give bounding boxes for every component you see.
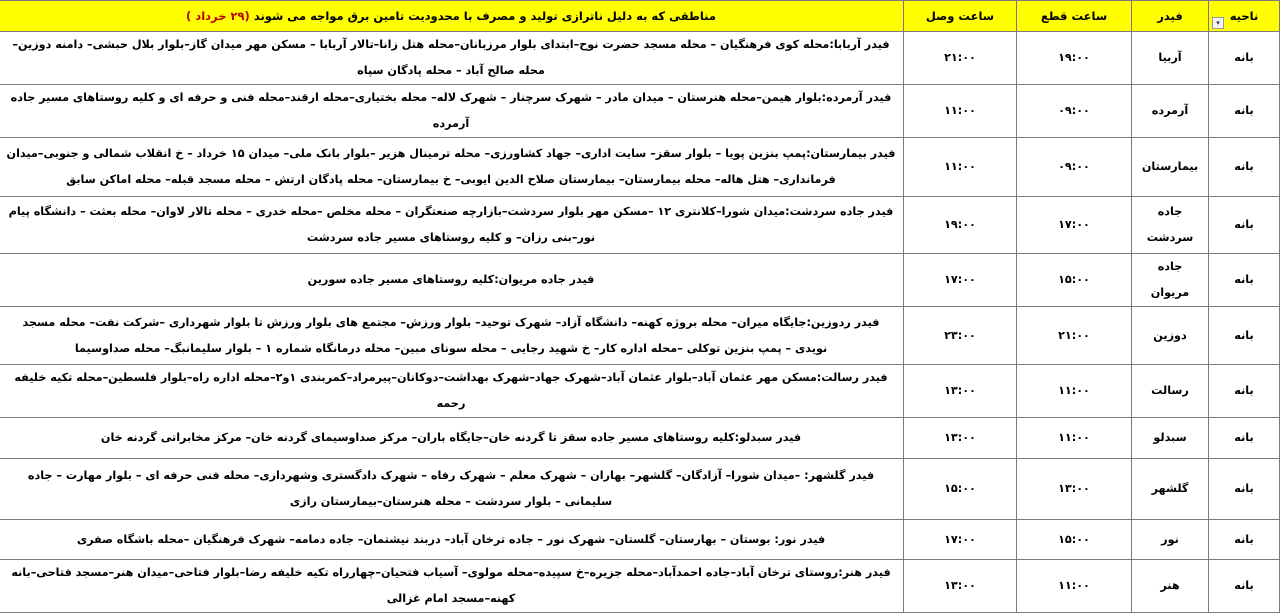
cell-feeder[interactable]: نور (1132, 520, 1209, 560)
cell-region[interactable]: بانه (1209, 560, 1280, 613)
cell-reconnect-time[interactable]: ۲۱:۰۰ (904, 32, 1017, 85)
cell-reconnect-time[interactable]: ۱۳:۰۰ (904, 365, 1017, 418)
cell-cut-time[interactable]: ۰۹:۰۰ (1017, 138, 1132, 197)
table-row (0, 365, 1280, 418)
cell-region[interactable]: بانه (1209, 459, 1280, 520)
table-row (0, 520, 1280, 560)
cell-feeder[interactable]: هنر (1132, 560, 1209, 613)
cell-feeder[interactable]: جاده مریوان (1132, 254, 1209, 307)
cell-areas[interactable]: فیدر بیمارستان:پمپ بنزین پویا – بلوار سقز– سایت اداری– جهاد کشاورزی– محله ترمینال هزیر –بلوار بانک ملی– میدان ۱۵ خرداد – خ انقلاب شمالی و جنوبی–میدان فرمانداری– هتل هاله– محله بیمارستان– بیمارستان صلاح الدین ایوبی– خ بیمارستان– محله پادگان ارتش – محله مسجد قبله– محله اماکن سابق (0, 138, 904, 197)
cell-feeder[interactable]: آربیا (1132, 32, 1209, 85)
cell-areas[interactable]: فیدر گلشهر: –میدان شورا– آزادگان– گلشهر– بهاران – شهرک معلم – شهرک رفاه – شهرک دادگستری وشهرداری– محله فنی حرفه ای – بلوار مهارت – جاده سلیمانی – بلوار سردشت – محله هنرستان–بیمارستان رازی (0, 459, 904, 520)
cell-region[interactable]: بانه (1209, 365, 1280, 418)
cell-reconnect-time[interactable]: ۲۳:۰۰ (904, 307, 1017, 365)
cell-cut-time[interactable]: ۱۵:۰۰ (1017, 520, 1132, 560)
cell-region[interactable]: بانه (1209, 197, 1280, 254)
header-feeder[interactable]: فیدر (1132, 1, 1209, 32)
cell-region[interactable]: بانه (1209, 138, 1280, 197)
cell-areas[interactable]: فیدر جاده سردشت:میدان شورا–کلانتری ۱۲ –مسکن مهر بلوار سردشت–بازارچه صنعتگران – محله مخلص –محله خدری – محله تالار لاوان– محله بعثت – دانشگاه پیام نور–بنی رزان– و کلیه روستاهای مسیر جاده سردشت (0, 197, 904, 254)
cell-areas[interactable]: فیدر سبدلو:کلیه روستاهای مسیر جاده سقز تا گردنه خان–جایگاه باران– مرکز صداوسیمای گردنه خان– مرکز مخابراتی گردنه خان (0, 418, 904, 459)
filter-dropdown-icon[interactable]: ▾ (1212, 17, 1224, 29)
cell-reconnect-time[interactable]: ۱۳:۰۰ (904, 560, 1017, 613)
cell-cut-time[interactable]: ۱۱:۰۰ (1017, 560, 1132, 613)
cell-areas[interactable]: فیدر جاده مریوان:کلیه روستاهای مسیر جاده سورین (0, 254, 904, 307)
table-row (0, 560, 1280, 613)
header-cut-time[interactable]: ساعت قطع (1017, 1, 1132, 32)
header-row (0, 1, 1280, 32)
header-region-label: ناحیه (1229, 9, 1259, 23)
cell-cut-time[interactable]: ۰۹:۰۰ (1017, 85, 1132, 138)
cell-feeder[interactable]: آرمرده (1132, 85, 1209, 138)
cell-feeder[interactable]: سبدلو (1132, 418, 1209, 459)
cell-cut-time[interactable]: ۲۱:۰۰ (1017, 307, 1132, 365)
cell-cut-time[interactable]: ۱۱:۰۰ (1017, 418, 1132, 459)
cell-reconnect-time[interactable]: ۱۳:۰۰ (904, 418, 1017, 459)
cell-feeder[interactable]: بیمارستان (1132, 138, 1209, 197)
cell-areas[interactable]: فیدر نور: بوستان – بهارستان– گلستان– شهرک نور – جاده ترخان آباد– دربند نیشتمان– جاده دمامه– شهرک فرهنگیان –محله باشگاه صفری (0, 520, 904, 560)
table-row (0, 459, 1280, 520)
cell-reconnect-time[interactable]: ۱۱:۰۰ (904, 85, 1017, 138)
cell-region[interactable]: بانه (1209, 418, 1280, 459)
cell-reconnect-time[interactable]: ۱۷:۰۰ (904, 254, 1017, 307)
header-region[interactable] (1209, 1, 1280, 32)
cell-feeder[interactable]: جاده سردشت (1132, 197, 1209, 254)
cell-reconnect-time[interactable]: ۱۹:۰۰ (904, 197, 1017, 254)
cell-region[interactable]: بانه (1209, 307, 1280, 365)
cell-cut-time[interactable]: ۱۷:۰۰ (1017, 197, 1132, 254)
cell-cut-time[interactable]: ۱۱:۰۰ (1017, 365, 1132, 418)
cell-areas[interactable]: فیدر آربابا:محله کوی فرهنگیان – محله مسجد حضرت نوح–ابتدای بلوار مرزبانان–محله هتل زانا–تالار آربابا – مسکن مهر میدان گاز–بلوار بلال حبشی– دامنه دوزین– محله صالح آباد – محله پادگان سپاه (0, 32, 904, 85)
cell-feeder[interactable]: دوزین (1132, 307, 1209, 365)
cell-region[interactable]: بانه (1209, 254, 1280, 307)
cell-cut-time[interactable]: ۱۳:۰۰ (1017, 459, 1132, 520)
cell-region[interactable]: بانه (1209, 520, 1280, 560)
cell-cut-time[interactable]: ۱۵:۰۰ (1017, 254, 1132, 307)
cell-reconnect-time[interactable]: ۱۵:۰۰ (904, 459, 1017, 520)
cell-areas[interactable]: فیدر ردوزین:جایگاه میران– محله بروژه کهنه– دانشگاه آزاد– شهرک توحید– بلوار ورزش– مجتمع های بلوار ورزش تا بلوار شهرداری –شرکت نفت– محله مسجد نویدی – پمپ بنزین توکلی –محله اداره کار– خ شهید رجایی – محله سونای مبین– محله درمانگاه شماره ۱ – بلوار سلیمانبگ– محله صداوسیما (0, 307, 904, 365)
header-reconnect-time[interactable]: ساعت وصل (904, 1, 1017, 32)
header-areas[interactable] (0, 1, 904, 32)
cell-areas[interactable]: فیدر هنر:روستای ترخان آباد–جاده احمدآباد–محله جزیره–خ سپیده–محله مولوی– آسیاب فتحیان–چهارراه تکیه خلیفه رضا–بلوار فتاحی–میدان هنر–مسجد فتاحی–بانه کهنه–مسجد امام غزالی (0, 560, 904, 613)
cell-cut-time[interactable]: ۱۹:۰۰ (1017, 32, 1132, 85)
cell-feeder[interactable]: رسالت (1132, 365, 1209, 418)
cell-areas[interactable]: فیدر رسالت:مسکن مهر عثمان آباد–بلوار عثمان آباد–شهرک جهاد–شهرک بهداشت–دوکانان–پیرمراد–کمربندی ۱و۲–محله اداره راه–بلوار فلسطین–محله تکیه خلیفه رحمه (0, 365, 904, 418)
header-areas-title: مناطقی که به دلیل ناترازی تولید و مصرف با محدودیت تامین برق مواجه می شوند (253, 9, 716, 23)
cell-reconnect-time[interactable]: ۱۷:۰۰ (904, 520, 1017, 560)
table-row (0, 197, 1280, 254)
cell-areas[interactable]: فیدر آرمرده:بلوار هیمن–محله هنرستان – میدان مادر – شهرک سرچنار – شهرک لاله– محله بختیاری–محله ارقند–محله فنی و حرفه ای و کلیه روستاهای مسیر جاده آرمرده (0, 85, 904, 138)
table-row (0, 254, 1280, 307)
table-row (0, 418, 1280, 459)
cell-region[interactable]: بانه (1209, 85, 1280, 138)
header-areas-date: (۲۹ خرداد ) (186, 9, 250, 23)
table-row (0, 307, 1280, 365)
table-row (0, 85, 1280, 138)
cell-reconnect-time[interactable]: ۱۱:۰۰ (904, 138, 1017, 197)
table-row (0, 138, 1280, 197)
cell-region[interactable]: بانه (1209, 32, 1280, 85)
table-row (0, 32, 1280, 85)
cell-feeder[interactable]: گلشهر (1132, 459, 1209, 520)
